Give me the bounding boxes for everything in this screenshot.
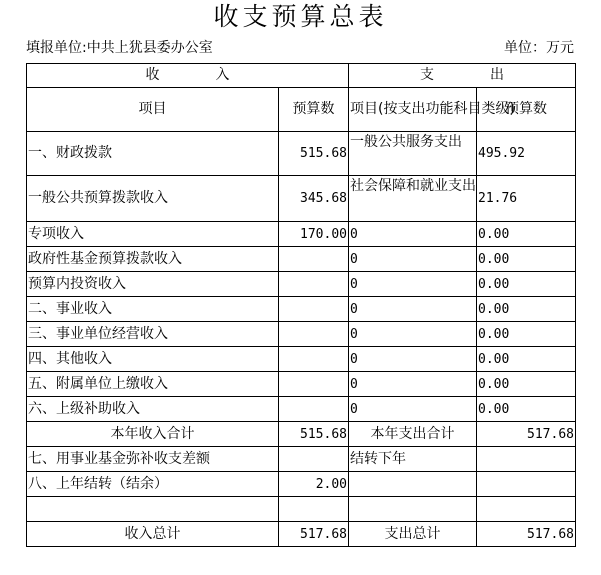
income-value [279, 297, 349, 322]
reporting-unit: 填报单位:中共上犹县委办公室 [26, 40, 213, 56]
expense-item: 0 [349, 347, 477, 372]
income-item: 二、事业收入 [27, 297, 279, 322]
income-value: 345.68 [279, 176, 349, 222]
expense-value: 0.00 [477, 272, 576, 297]
income-header-char-1: 收 [145, 67, 160, 83]
grand-expense-value: 517.68 [477, 522, 576, 547]
income-item: 六、上级补助收入 [27, 397, 279, 422]
grand-income-label: 收入总计 [27, 522, 279, 547]
section-header-row [27, 64, 576, 88]
currency-unit: 单位：万元 [504, 40, 574, 56]
col-expense-item: 项目(按支出功能科目类级) [349, 88, 477, 132]
fund-gap-value [279, 447, 349, 472]
carry-forward-next-label: 结转下年 [349, 447, 477, 472]
expense-item: 0 [349, 247, 477, 272]
last-year-carry-label: 八、上年结转（结余） [27, 472, 279, 497]
expense-value: 21.76 [477, 176, 576, 222]
year-income-total-value: 515.68 [279, 422, 349, 447]
expense-item: 0 [349, 372, 477, 397]
grand-total-row [27, 522, 576, 547]
grand-income-value: 517.68 [279, 522, 349, 547]
empty-cell [349, 497, 477, 522]
expense-item: 0 [349, 272, 477, 297]
income-item: 四、其他收入 [27, 347, 279, 372]
income-item: 专项收入 [27, 222, 279, 247]
page-title: 收支预算总表 [213, 2, 388, 31]
empty-cell [279, 497, 349, 522]
year-expense-total-value: 517.68 [477, 422, 576, 447]
expense-item: 0 [349, 322, 477, 347]
expense-item: 0 [349, 397, 477, 422]
last-year-carry-value: 2.00 [279, 472, 349, 497]
last-year-carry-row [27, 472, 576, 497]
column-header-row [27, 88, 576, 132]
expense-value: 0.00 [477, 347, 576, 372]
table-row [27, 176, 576, 222]
empty-cell [349, 472, 477, 497]
budget-table [26, 63, 576, 547]
table-row [27, 372, 576, 397]
income-header-char-2: 入 [215, 67, 230, 83]
expense-value: 0.00 [477, 397, 576, 422]
expense-value: 0.00 [477, 222, 576, 247]
carry-forward-next-value [477, 447, 576, 472]
expense-value: 495.92 [477, 132, 576, 176]
income-value [279, 322, 349, 347]
empty-cell [477, 472, 576, 497]
income-item: 政府性基金预算拨款收入 [27, 247, 279, 272]
table-row [27, 222, 576, 247]
income-value [279, 397, 349, 422]
table-row [27, 322, 576, 347]
expense-section-header [349, 64, 576, 88]
table-row [27, 132, 576, 176]
income-item: 五、附属单位上缴收入 [27, 372, 279, 397]
table-row [27, 297, 576, 322]
expense-header-char-2: 出 [490, 67, 504, 83]
expense-value: 0.00 [477, 322, 576, 347]
year-total-row [27, 422, 576, 447]
income-value [279, 347, 349, 372]
expense-item: 0 [349, 222, 477, 247]
income-item: 三、事业单位经营收入 [27, 322, 279, 347]
table-row [27, 397, 576, 422]
income-section-header [27, 64, 349, 88]
income-value: 170.00 [279, 222, 349, 247]
income-value: 515.68 [279, 132, 349, 176]
expense-item: 0 [349, 297, 477, 322]
income-item: 一般公共预算拨款收入 [27, 176, 279, 222]
income-value [279, 272, 349, 297]
income-item: 预算内投资收入 [27, 272, 279, 297]
empty-cell [477, 497, 576, 522]
col-income-item: 项目 [27, 88, 279, 132]
year-income-total-label: 本年收入合计 [27, 422, 279, 447]
table-row [27, 272, 576, 297]
fund-gap-label: 七、用事业基金弥补收支差额 [27, 447, 279, 472]
empty-cell [27, 497, 279, 522]
expense-item: 社会保障和就业支出 [349, 176, 477, 222]
income-item: 一、财政拨款 [27, 132, 279, 176]
income-value [279, 372, 349, 397]
expense-header-char-1: 支 [420, 67, 434, 83]
expense-value: 0.00 [477, 372, 576, 397]
expense-item: 一般公共服务支出 [349, 132, 477, 176]
grand-expense-label: 支出总计 [349, 522, 477, 547]
col-expense-budget: 预算数 [477, 88, 576, 132]
income-value [279, 247, 349, 272]
col-income-budget: 预算数 [279, 88, 349, 132]
year-expense-total-label: 本年支出合计 [349, 422, 477, 447]
expense-value: 0.00 [477, 247, 576, 272]
fund-gap-row [27, 447, 576, 472]
blank-row [27, 497, 576, 522]
table-row [27, 247, 576, 272]
table-row [27, 347, 576, 372]
expense-value: 0.00 [477, 297, 576, 322]
